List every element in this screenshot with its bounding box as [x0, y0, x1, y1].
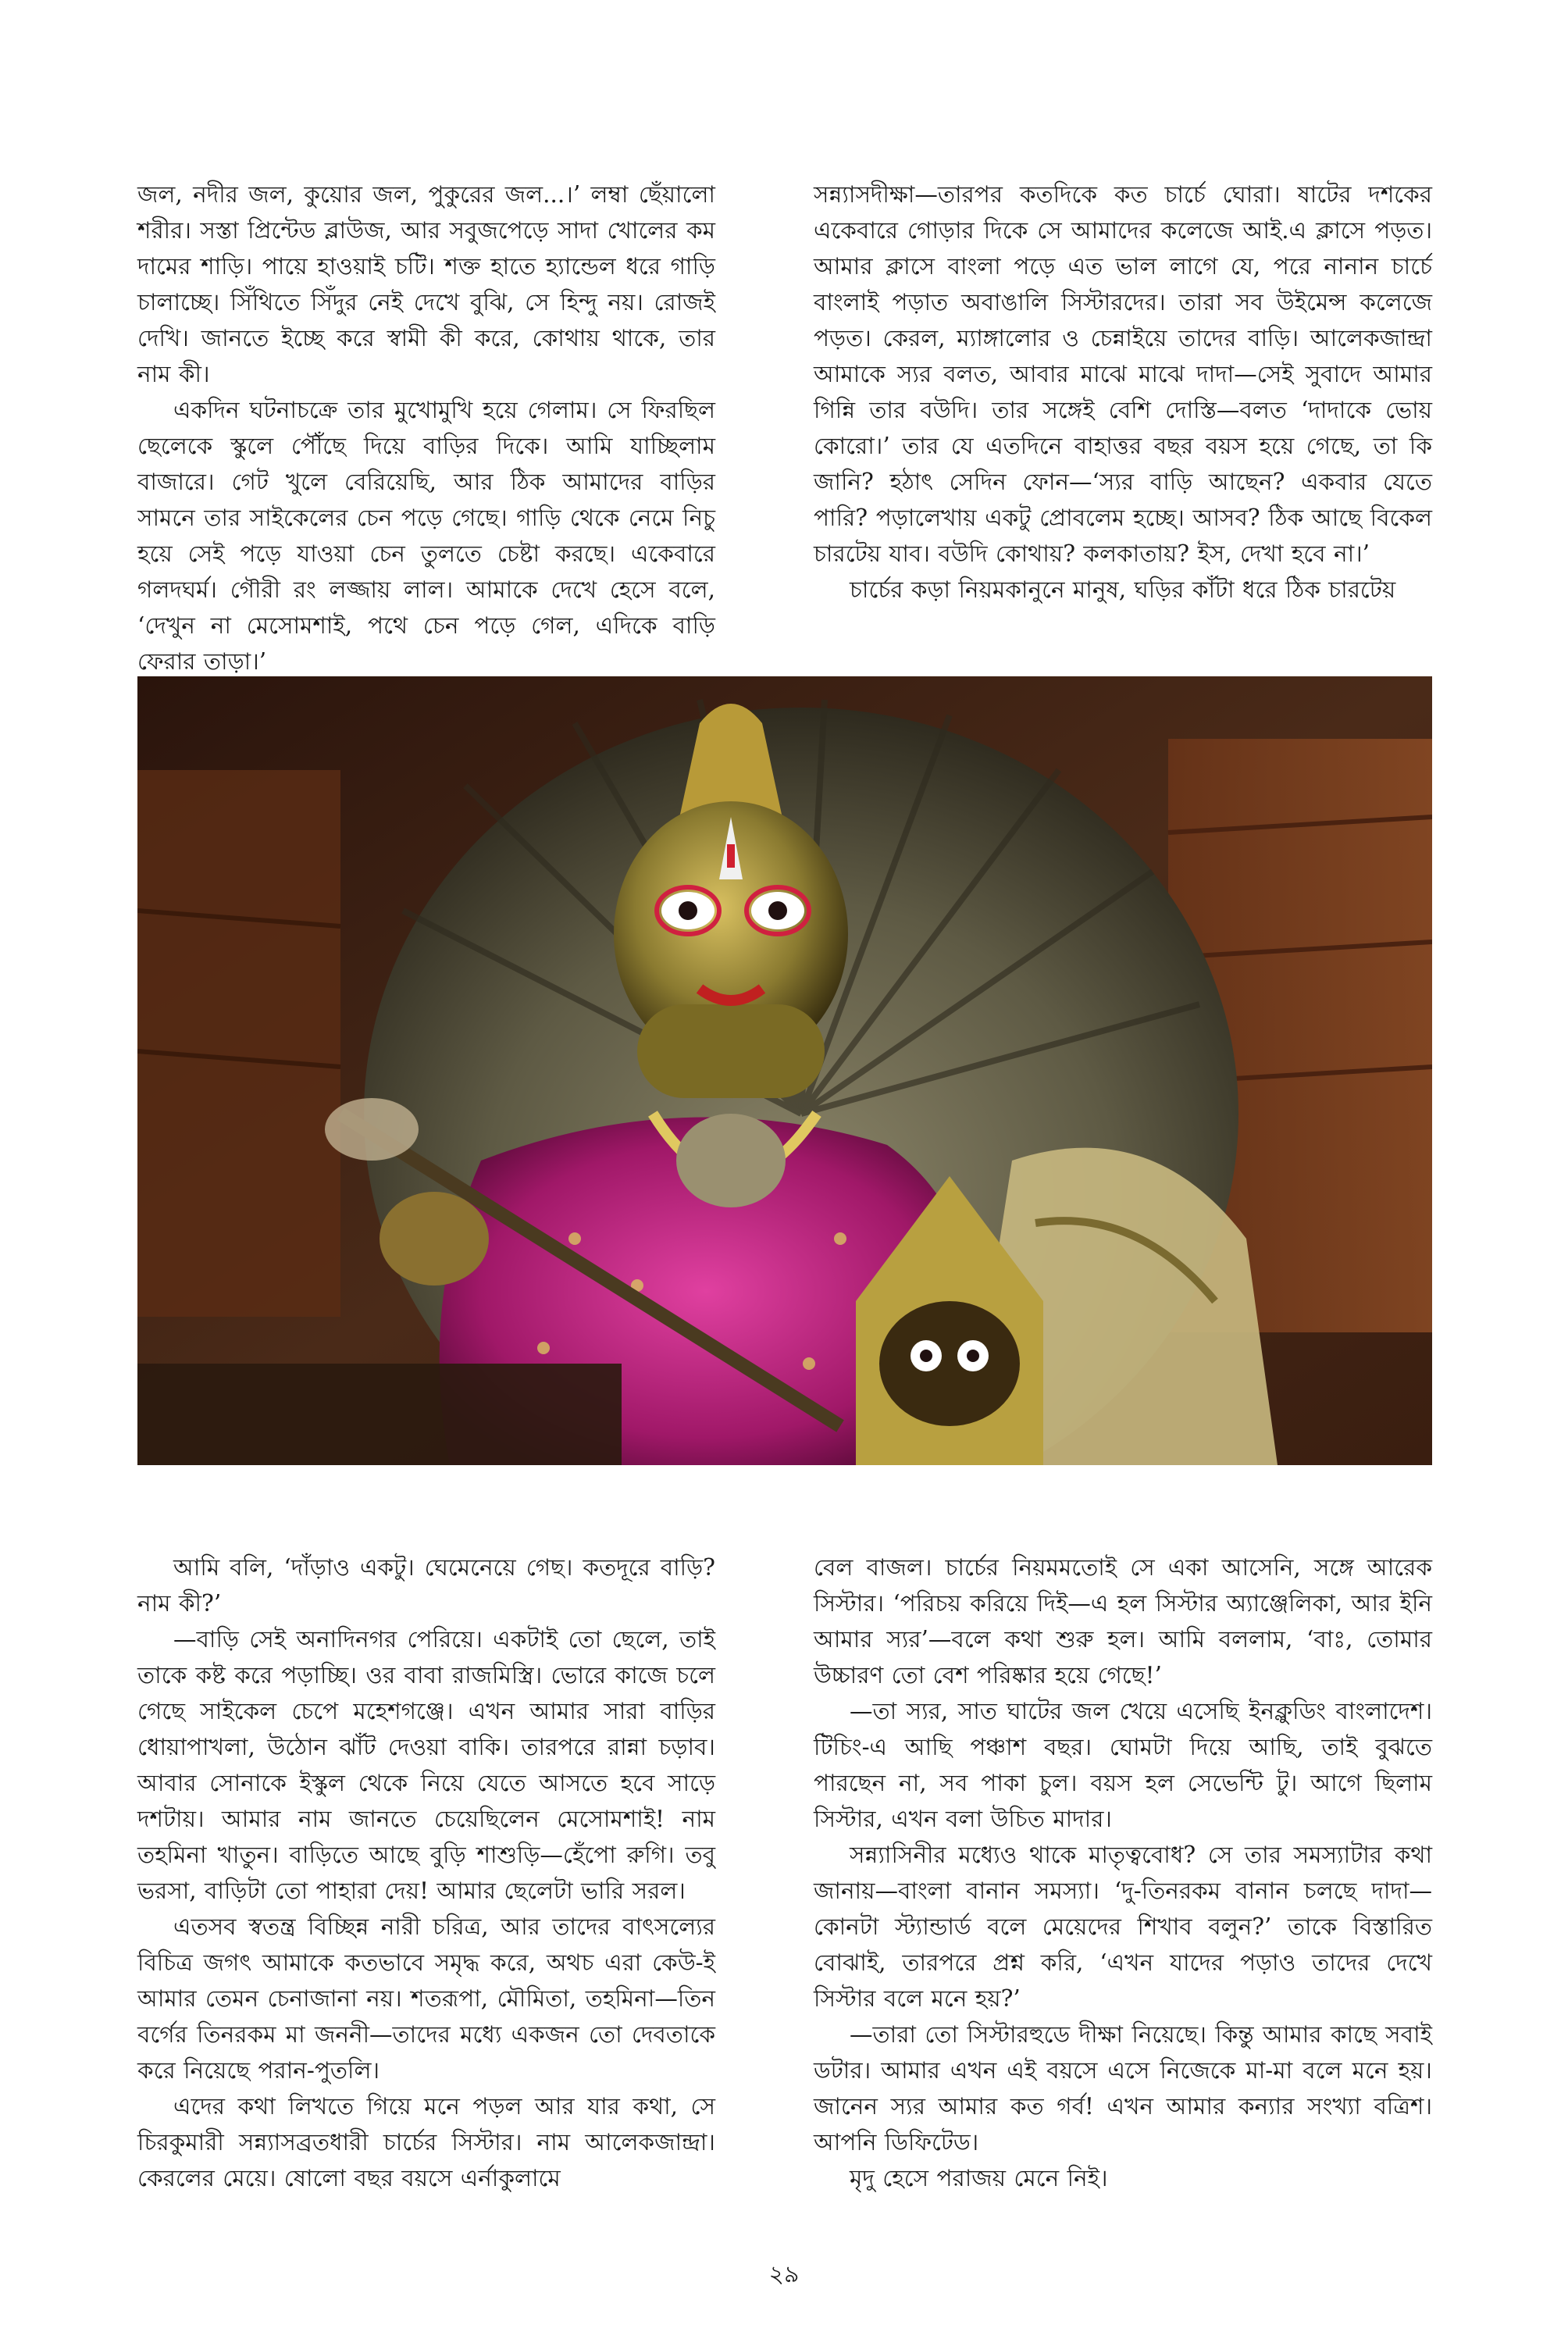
paragraph: —তা স্যর, সাত ঘাটের জল খেয়ে এসেছি ইনক্লুডিং বাংলাদেশ। টিচিং-এ আছি পঞ্চাশ বছর। ঘোমটা দিয়ে আছি, তাই বুঝতে পারছেন না, সব পাকা চুল। বয়স হল সেভেন্টি টু। আগে ছিলাম সিস্টার, এখন বলা উচিত মাদার। — [814, 1698, 1432, 1832]
bottom-right-column — [814, 1549, 1432, 2196]
paragraph: এদের কথা লিখতে গিয়ে মনে পড়ল আর যার কথা, সে চিরকুমারী সন্ন্যাসব্রতধারী চার্চের সিস্টার। নাম আলেকজান্দ্রা। কেরলের মেয়ে। ষোলো বছর বয়সে এর্নাকুলামে — [137, 2093, 715, 2191]
paragraph: সন্ন্যাসদীক্ষা—তারপর কতদিকে কত চার্চে ঘোরা। ষাটের দশকের একেবারে গোড়ার দিকে সে আমাদের কলেজে আই.এ ক্লাসে পড়ত। আমার ক্লাসে বাংলা পড়ে এত ভাল লাগে যে, পরে নানান চার্চে বাংলাই পড়াত অবাঙালি সিস্টারদের। তারা সব উইমেন্স কলেজে পড়ত। কেরল, ম্যাঙ্গালোর ও চেন্নাইয়ে তাদের বাড়ি। আলেকজান্দ্রা আমাকে স্যর বলত, আবার মাঝে মাঝে দাদা—সেই সুবাদে আমার গিন্নি তার বউদি। তার সঙ্গেই বেশি দোস্তি—বলত ‘দাদাকে ভোয় কোরো।’ তার যে এতদিনে বাহাত্তর বছর বয়স হয়ে গেছে, তা কি জানি? হঠাৎ সেদিন ফোন—‘স্যর বাড়ি আছেন? একবার যেতে পারি? পড়ালেখায় একটু প্রোবলেম হচ্ছে। আসব? ঠিক আছে বিকেল চারটেয় যাব। বউদি কোথায়? কলকাতায়? ইস, দেখা হবে না।’ — [814, 181, 1432, 567]
bottom-left-column — [137, 1549, 715, 2196]
paragraph: একদিন ঘটনাচক্রে তার মুখোমুখি হয়ে গেলাম। সে ফিরছিল ছেলেকে স্কুলে পৌঁছে দিয়ে বাড়ির দিকে। আমি যাচ্ছিলাম বাজারে। গেট খুলে বেরিয়েছি, আর ঠিক আমাদের বাড়ির সামনে তার সাইকেলের চেন পড়ে গেছে। গাড়ি থেকে নেমে নিচু হয়ে সেই পড়ে যাওয়া চেন তুলতে চেষ্টা করছে। একেবারে গলদঘর্ম। গৌরী রং লজ্জায় লাল। আমাকে দেখে হেসে বলে, ‘দেখুন না মেসোমশাই, পথে চেন পড়ে গেল, এদিকে বাড়ি ফেরার তাড়া।’ — [137, 397, 715, 675]
paragraph: —বাড়ি সেই অনাদিনগর পেরিয়ে। একটাই তো ছেলে, তাই তাকে কষ্ট করে পড়াচ্ছি। ওর বাবা রাজমিস্ত্রি। ভোরে কাজে চলে গেছে সাইকেল চেপে মহেশগঞ্জে। এখন আমার সারা বাড়ির ধোয়াপাখলা, উঠোন ঝাঁট দেওয়া বাকি। তারপরে রান্না চড়াব। আবার সোনাকে ইস্কুল থেকে নিয়ে যেতে আসতে হবে সাড়ে দশটায়। আমার নাম জানতে চেয়েছিলেন মেসোমশাই! নাম তহমিনা খাতুন। বাড়িতে আছে বুড়ি শাশুড়ি—হেঁপো রুগি। তবু ভরসা, বাড়িটা তো পাহারা দেয়! আমার ছেলেটা ভারি সরল। — [137, 1626, 715, 1904]
top-left-column — [137, 177, 715, 679]
paragraph: বেল বাজল। চার্চের নিয়মমতোই সে একা আসেনি, সঙ্গে আরেক সিস্টার। ‘পরিচয় করিয়ে দিই—এ হল সিস্টার অ্যাঞ্জেলিকা, আর ইনি আমার স্যর’—বলে কথা শুরু হল। আমি বললাম, ‘বাঃ, তোমার উচ্চারণ তো বেশ পরিষ্কার হয়ে গেছে!’ — [814, 1554, 1432, 1689]
paragraph: —তারা তো সিস্টারহুডে দীক্ষা নিয়েছে। কিন্তু আমার কাছে সবাই ডটার। আমার এখন এই বয়সে এসে নিজেকে মা-মা বলে মনে হয়। জানেন স্যর আমার কত গর্ব! এখন আমার কন্যার সংখ্যা বত্রিশ। আপনি ডিফিটেড। — [814, 2021, 1432, 2156]
page-number: ২৯ — [768, 2261, 800, 2288]
paragraph: সন্ন্যাসিনীর মধ্যেও থাকে মাতৃত্ববোধ? সে তার সমস্যাটার কথা জানায়—বাংলা বানান সমস্যা। ‘দু-তিনরকম বানান চলছে দাদা—কোনটা স্ট্যান্ডার্ড বলে মেয়েদের শিখাব বলুন?’ তাকে বিস্তারিত বোঝাই, তারপরে প্রশ্ন করি, ‘এখন যাদের পড়াও তাদের দেখে সিস্টার বলে মনে হয়?’ — [814, 1842, 1432, 2012]
paragraph: এতসব স্বতন্ত্র বিচ্ছিন্ন নারী চরিত্র, আর তাদের বাৎসল্যের বিচিত্র জগৎ আমাকে কতভাবে সমৃদ্ধ করে, অথচ এরা কেউ-ই আমার তেমন চেনাজানা নয়। শতরূপা, মৌমিতা, তহমিনা—তিন বর্গের তিনরকম মা জননী—তাদের মধ্যে একজন তো দেবতাকে করে নিয়েছে পরান-পুতলি। — [137, 1913, 715, 2084]
top-right-column — [814, 177, 1432, 608]
paragraph: আমি বলি, ‘দাঁড়াও একটু। ঘেমেনেয়ে গেছ। কতদূরে বাড়ি? নাম কী?’ — [137, 1554, 715, 1617]
paragraph: মৃদু হেসে পরাজয় মেনে নিই। — [850, 2165, 1108, 2191]
deity-photo — [137, 676, 1432, 1465]
paragraph: জল, নদীর জল, কুয়োর জল, পুকুরের জল...।’ লম্বা ছেঁয়ালো শরীর। সস্তা প্রিন্টেড ব্লাউজ, আর সবুজপেড়ে সাদা খোলের কম দামের শাড়ি। পায়ে হাওয়াই চটি। শক্ত হাতে হ্যান্ডেল ধরে গাড়ি চালাচ্ছে। সিঁথিতে সিঁদুর নেই দেখে বুঝি, সে হিন্দু নয়। রোজই দেখি। জানতে ইচ্ছে করে স্বামী কী করে, কোথায় থাকে, তার নাম কী। — [137, 181, 715, 387]
paragraph: চার্চের কড়া নিয়মকানুনে মানুষ, ঘড়ির কাঁটা ধরে ঠিক চারটেয় — [850, 576, 1396, 603]
